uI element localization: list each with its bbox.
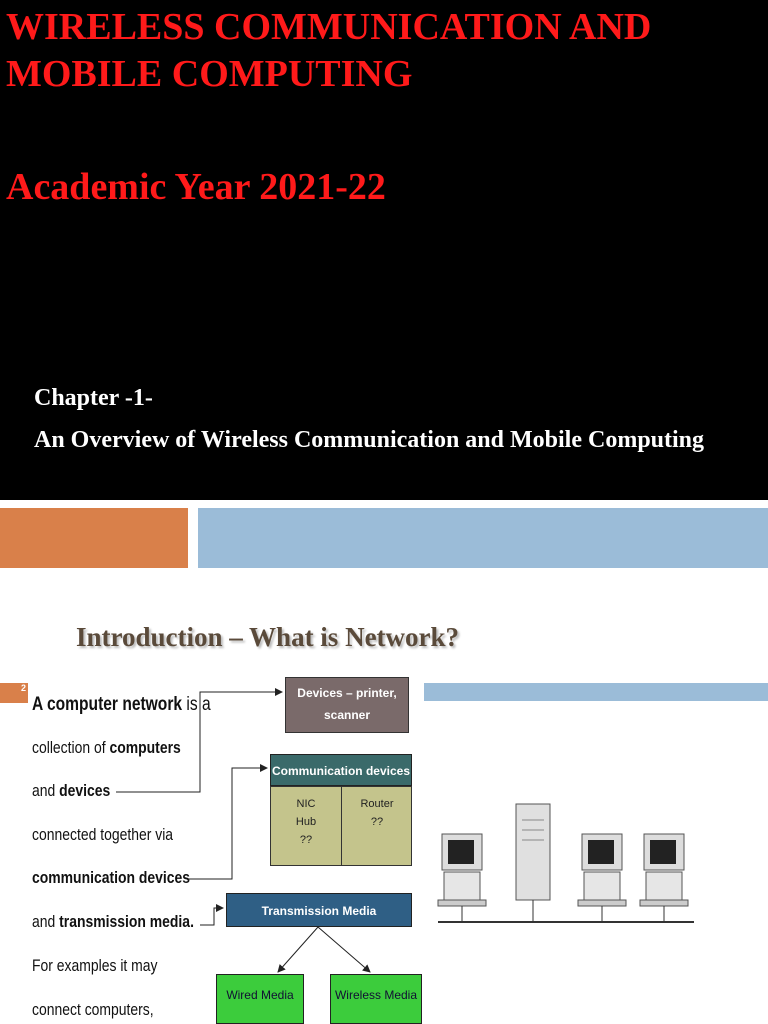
hub-label: Hub [295,816,317,828]
slide-title: WIRELESS COMMUNICATION AND MOBILE COMPUTING [6,6,652,95]
chapter-subtitle: An Overview of Wireless Communication and Mobile Computing [34,427,705,453]
body-line-2: collection of computers [32,738,181,757]
server-icon [516,804,550,922]
computer-icon [578,834,626,922]
body-line-8: connect computers, [32,1000,154,1019]
body-line-5: communication devices [32,868,191,887]
body-line-4: connected together via [32,825,174,844]
communication-devices-header: Communication devices [270,754,412,786]
wireless-media-box: Wireless Media [330,974,422,1024]
slide-number: 2 [0,683,28,703]
network-illustration [432,790,696,930]
unknown-left-label: ?? [299,834,313,846]
devices-box [285,677,409,733]
chapter-label: Chapter -1- [34,385,153,411]
nic-label: NIC [296,798,316,810]
computer-icon [640,834,688,922]
academic-year: Academic Year 2021-22 [6,166,386,208]
devices-line-1: Devices – printer, [297,686,397,700]
wired-media-box: Wired Media [216,974,304,1024]
body-line-3: and devices [32,781,111,800]
body-line-1: A computer network is a [32,694,211,715]
devices-line-2: scanner [323,708,371,722]
transmission-media-box: Transmission Media [226,893,412,927]
router-label: Router [360,798,394,810]
computer-icon [438,834,486,922]
communication-devices-table [270,786,412,866]
comm-left-cell [271,795,341,849]
intro-title: Introduction – What is Network? [76,622,460,652]
body-line-7: For examples it may [32,956,158,975]
comm-right-cell [342,795,412,831]
body-line-6: and transmission media. [32,912,194,931]
unknown-right-label: ?? [370,816,384,828]
